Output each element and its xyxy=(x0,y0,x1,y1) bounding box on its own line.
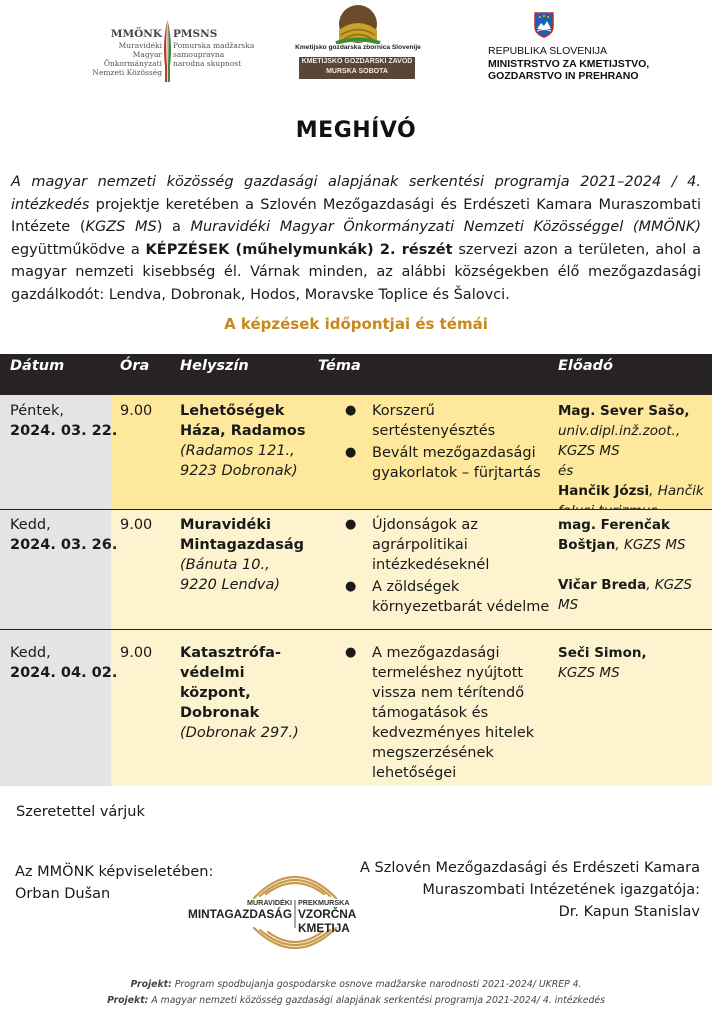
bullet-icon: ● xyxy=(345,403,357,418)
header-location: Helyszín xyxy=(180,358,249,374)
ministry-logo xyxy=(488,12,668,86)
bullet-icon: ● xyxy=(345,645,357,660)
row-date: Kedd, 2024. 03. 26. xyxy=(10,517,118,553)
footer: Projekt: Program spodbujanja gospodarske osnove madžarske narodnosti 2021-2024/ UKREP 4. Projekt: A magyar nemzeti közösség gazdasági alapjának serkentési programja 2021-2024/ 4. intézkedés xyxy=(107,979,605,1006)
row-topics xyxy=(345,401,550,485)
kgzs-logo-box: KMETIJSKO GOZDARSKI ZAVOD MURSKA SOBOTA xyxy=(299,57,415,79)
bullet-icon: ● xyxy=(345,445,357,460)
closing-text: Szeretettel várjuk xyxy=(16,804,145,820)
table-row xyxy=(0,395,712,509)
row-location: Lehetőségek Háza, Radamos (Radamos 121., 9223 Dobronak) xyxy=(180,403,306,479)
row-date: Péntek, 2024. 03. 22. xyxy=(10,403,118,439)
bullet-icon: ● xyxy=(345,517,357,532)
topic-item: ● A mezőgazdasági termeléshez nyújtott vissza nem térítendő támogatások és kedvezményes hitelek megszerzésének lehetőségei xyxy=(345,645,535,781)
schedule-table xyxy=(0,354,712,786)
slovenia-coat-of-arms-icon xyxy=(534,12,554,38)
row-date: Kedd, 2024. 04. 02. xyxy=(10,645,118,681)
row-topics xyxy=(345,643,550,785)
topic-item: ● Korszerű sertéstenyésztés xyxy=(345,403,496,439)
row-speaker: mag. Ferenčak Boštjan, KGZS MS Vičar Breda, KGZS MS xyxy=(558,517,692,613)
topic-item: ● Bevált mezőgazdasági gyakorlatok – fürjtartás xyxy=(345,445,541,481)
header-time: Óra xyxy=(120,358,150,374)
row-location: Katasztrófa- védelmi központ, Dobronak (Dobronak 297.) xyxy=(180,645,299,741)
signature-right: A Szlovén Mezőgazdasági és Erdészeti Kamara Muraszombati Intézetének igazgatója: Dr. Kapun Stanislav xyxy=(359,860,700,920)
row-time: 9.00 xyxy=(120,403,153,419)
mmonk-logo-right-text: PMSNS Pomurska madžarska samoupravna narodna skupnost xyxy=(173,28,255,68)
row-divider xyxy=(0,629,712,630)
tricolor-flame-icon xyxy=(162,20,173,82)
table-row xyxy=(0,629,712,786)
row-time: 9.00 xyxy=(120,645,153,661)
header-speaker: Előadó xyxy=(558,358,613,374)
ministry-name: REPUBLIKA SLOVENIJA MINISTRSTVO ZA KMETIJSTVO, GOZDARSTVO IN PREHRANO xyxy=(488,45,650,82)
mmonk-logo xyxy=(90,20,265,84)
row-time: 9.00 xyxy=(120,517,153,533)
row-topics xyxy=(345,515,550,619)
row-speaker: Mag. Sever Sašo, univ.dipl.inž.zoot., KGZS MS és Hančik Józsi, Hančik xyxy=(558,403,704,499)
row-location: Muravidéki Mintagazdaság (Bánuta 10., 9220 Lendva) xyxy=(180,517,305,593)
header-date: Dátum xyxy=(10,358,65,374)
field-sun-icon xyxy=(328,2,388,44)
topic-item: ● Újdonságok az agrárpolitikai intézkedéseknél xyxy=(345,517,490,573)
schedule-subtitle: A képzések időpontjai és témái xyxy=(224,315,488,333)
row-divider xyxy=(0,509,712,510)
kgzs-logo: Kmetijsko gozdarska zbornica Slovenije KMETIJSKO GOZDARSKI ZAVOD MURSKA SOBOTA xyxy=(290,2,426,84)
mintagazdasag-logo: MURAVIDÉKI PREKMURSKA MINTAGAZDASÁG VZORČNA KMETIJA xyxy=(192,856,398,966)
page-title: MEGHÍVÓ xyxy=(295,118,417,143)
mmonk-logo-left-text: MMÖNK Muravidéki Magyar Önkormányzati Nemzeti Közösség xyxy=(92,28,162,77)
bullet-icon: ● xyxy=(345,579,357,594)
intro-paragraph: A magyar nemzeti közösség gazdasági alapjának serkentési programja 2021–2024 / 4. intézkedés projektje keretében a Szlovén Mezőgazdasági és Erdészeti Kamara Muraszombati Intézete (KGZS MS) a Muravidéki Magyar Önkormányzati Nemzeti Közösséggel (MMÖNK) együttműködve a KÉPZÉSEK (műhelymunkák) 2. részét szervezi azon a területen, ahol a magyar nemzeti kisebbség él. Várnak minden, az alábbi községekben élő mezőgazdasági gazdálkodót: Lendva, Dobronak, Hodos, Moravske Toplice és Šalovci. xyxy=(11,174,701,303)
table-row xyxy=(0,509,712,629)
topic-item: ● A zöldségek környezetbarát védelme xyxy=(345,579,550,615)
row-speaker: Seči Simon, KGZS MS xyxy=(558,645,647,681)
table-header xyxy=(0,354,712,395)
signature-left: Az MMÖNK képviseletében: Orban Dušan xyxy=(15,864,214,902)
header-topic: Téma xyxy=(318,358,361,374)
